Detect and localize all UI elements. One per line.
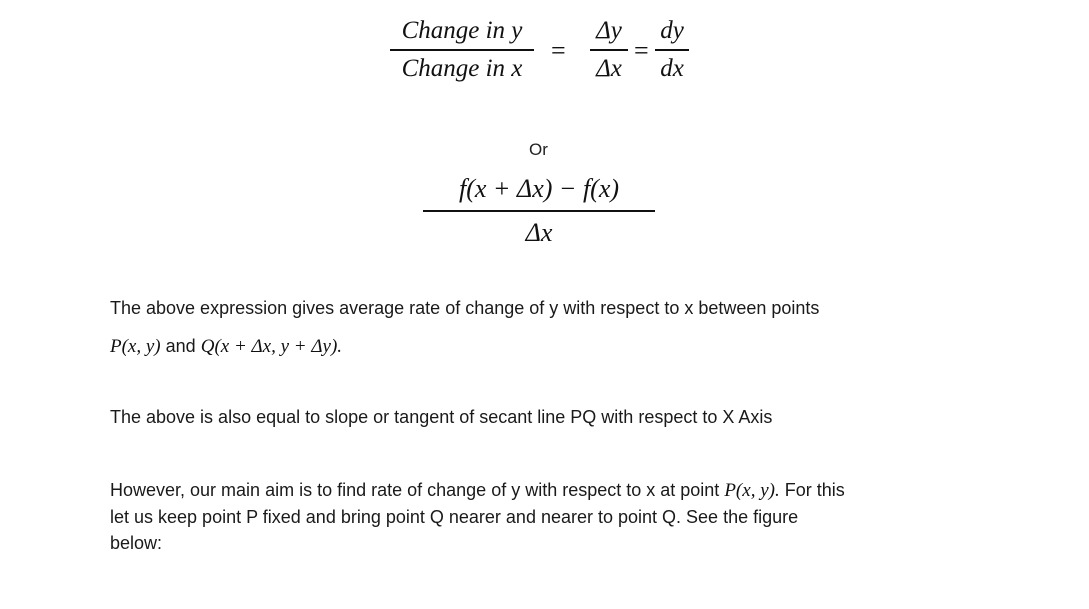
difference-quotient-numerator: f(x + Δx) − f(x) bbox=[458, 174, 620, 203]
dy-numerator: dy bbox=[660, 17, 684, 44]
paragraph-average-rate-line1: The above expression gives average rate of change of y with respect to x between points bbox=[110, 298, 820, 318]
main-aim-tail: For this bbox=[784, 480, 845, 500]
equals-sign: = bbox=[551, 36, 566, 65]
paragraph-main-aim-line1 bbox=[110, 480, 845, 502]
dx-denominator: dx bbox=[660, 54, 684, 82]
paragraph-secant-slope: The above is also equal to slope or tangent of secant line PQ with respect to X Axis bbox=[110, 407, 773, 427]
main-aim-text: However, our main aim is to find rate of change of y with respect to x at point bbox=[110, 480, 720, 500]
change-in-x-denominator: Change in x bbox=[401, 54, 523, 82]
change-ratio-fraction bbox=[390, 18, 534, 81]
paragraph-average-rate-line2 bbox=[110, 336, 342, 358]
or-label: Or bbox=[529, 140, 548, 159]
point-p-expression: P(x, y) bbox=[110, 336, 161, 357]
delta-ratio-fraction bbox=[590, 18, 628, 81]
and-word: and bbox=[165, 336, 196, 356]
difference-quotient-denominator: Δx bbox=[525, 217, 553, 247]
delta-x-denominator: Δx bbox=[596, 54, 622, 82]
delta-y-numerator: Δy bbox=[596, 17, 622, 44]
derivative-fraction bbox=[655, 18, 689, 81]
change-in-y-numerator: Change in y bbox=[401, 17, 523, 44]
paragraph-main-aim-line3: below: bbox=[110, 533, 163, 553]
point-q-expression: Q(x + Δx, y + Δy). bbox=[200, 336, 343, 357]
paragraph-main-aim-line2: let us keep point P fixed and bring point Q nearer and nearer to point Q. See the figure bbox=[110, 507, 799, 527]
difference-quotient-fraction bbox=[423, 176, 655, 246]
equals-sign: = bbox=[634, 36, 649, 65]
point-p-expression: P(x, y). bbox=[724, 480, 780, 501]
